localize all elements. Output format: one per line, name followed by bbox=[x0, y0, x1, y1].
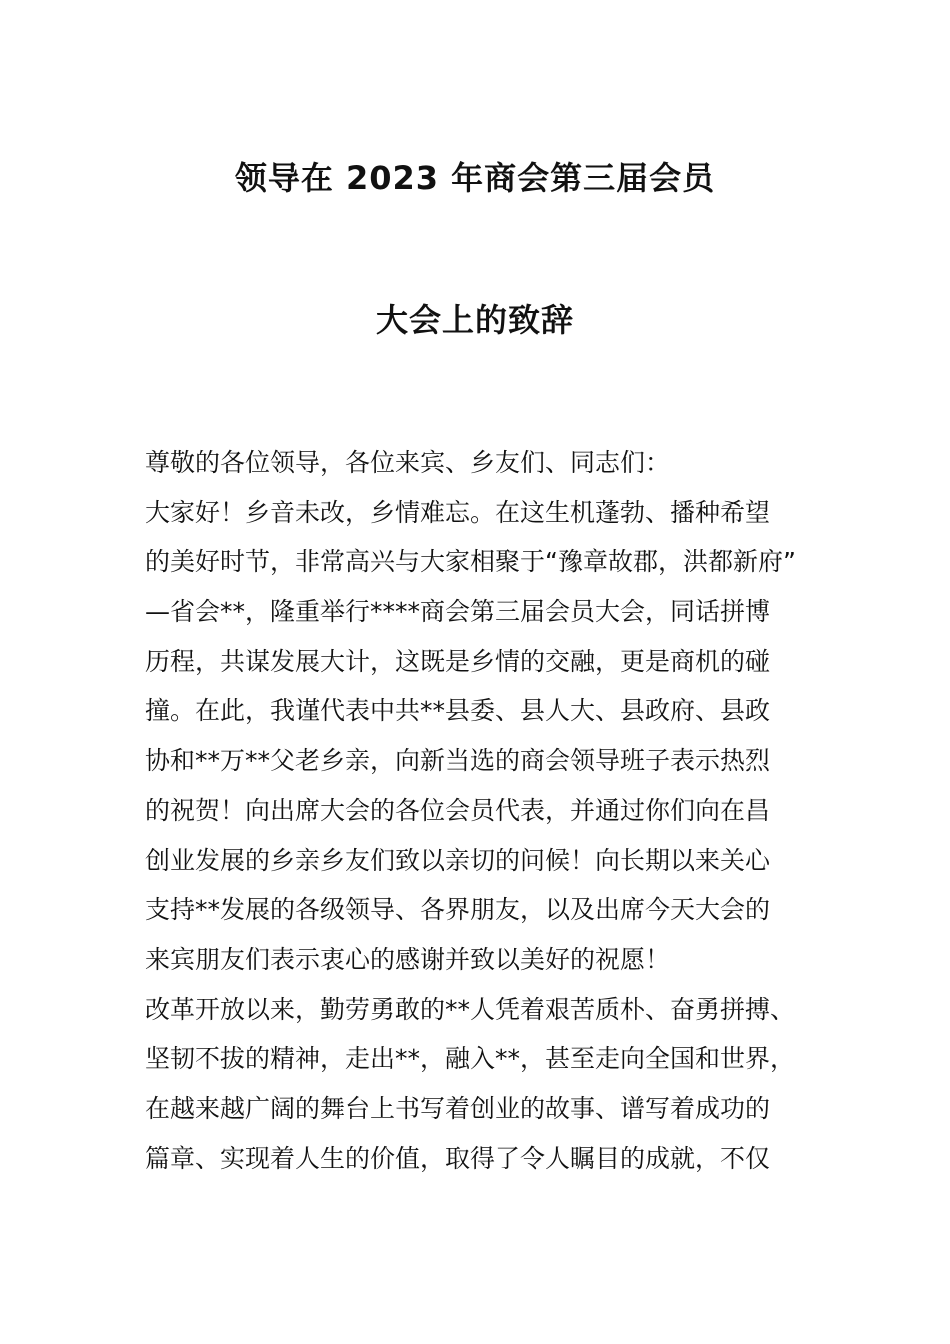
body-line: 大家好！乡音未改，乡情难忘。在这生机蓬勃、播种希望 bbox=[145, 497, 771, 527]
body-line: 创业发展的乡亲乡友们致以亲切的问候！向长期以来关心 bbox=[145, 845, 771, 875]
body-line: 撞。在此，我谨代表中共**县委、县人大、县政府、县政 bbox=[145, 696, 771, 726]
document-title-line-1: 领导在 2023 年商会第三届会员 bbox=[234, 159, 716, 197]
body-line: 来宾朋友们表示衷心的感谢并致以美好的祝愿！ bbox=[145, 944, 671, 974]
body-line: 历程，共谋发展大计，这既是乡情的交融，更是商机的碰 bbox=[145, 646, 771, 676]
body-line: 改革开放以来，勤劳勇敢的**人凭着艰苦质朴、奋勇拼搏、 bbox=[145, 994, 796, 1024]
body-line: 篇章、实现着人生的价值，取得了令人瞩目的成就，不仅 bbox=[145, 1143, 771, 1173]
body-line: 的祝贺！向出席大会的各位会员代表，并通过你们向在昌 bbox=[145, 795, 771, 825]
document-body bbox=[145, 438, 845, 1183]
body-line: 尊敬的各位领导，各位来宾、乡友们、同志们： bbox=[145, 448, 671, 477]
body-line: —省会**，隆重举行****商会第三届会员大会，同话拼博 bbox=[145, 597, 771, 627]
body-line: 的美好时节，非常高兴与大家相聚于“豫章故郡，洪都新府” bbox=[145, 547, 796, 577]
body-line: 协和**万**父老乡亲，向新当选的商会领导班子表示热烈 bbox=[145, 746, 771, 776]
body-line: 支持**发展的各级领导、各界朋友，以及出席今天大会的 bbox=[145, 895, 771, 925]
body-line: 在越来越广阔的舞台上书写着创业的故事、谱写着成功的 bbox=[145, 1093, 771, 1123]
document-title-line-2: 大会上的致辞 bbox=[375, 301, 574, 339]
body-line: 坚韧不拔的精神，走出**，融入**，甚至走向全国和世界， bbox=[145, 1044, 796, 1074]
